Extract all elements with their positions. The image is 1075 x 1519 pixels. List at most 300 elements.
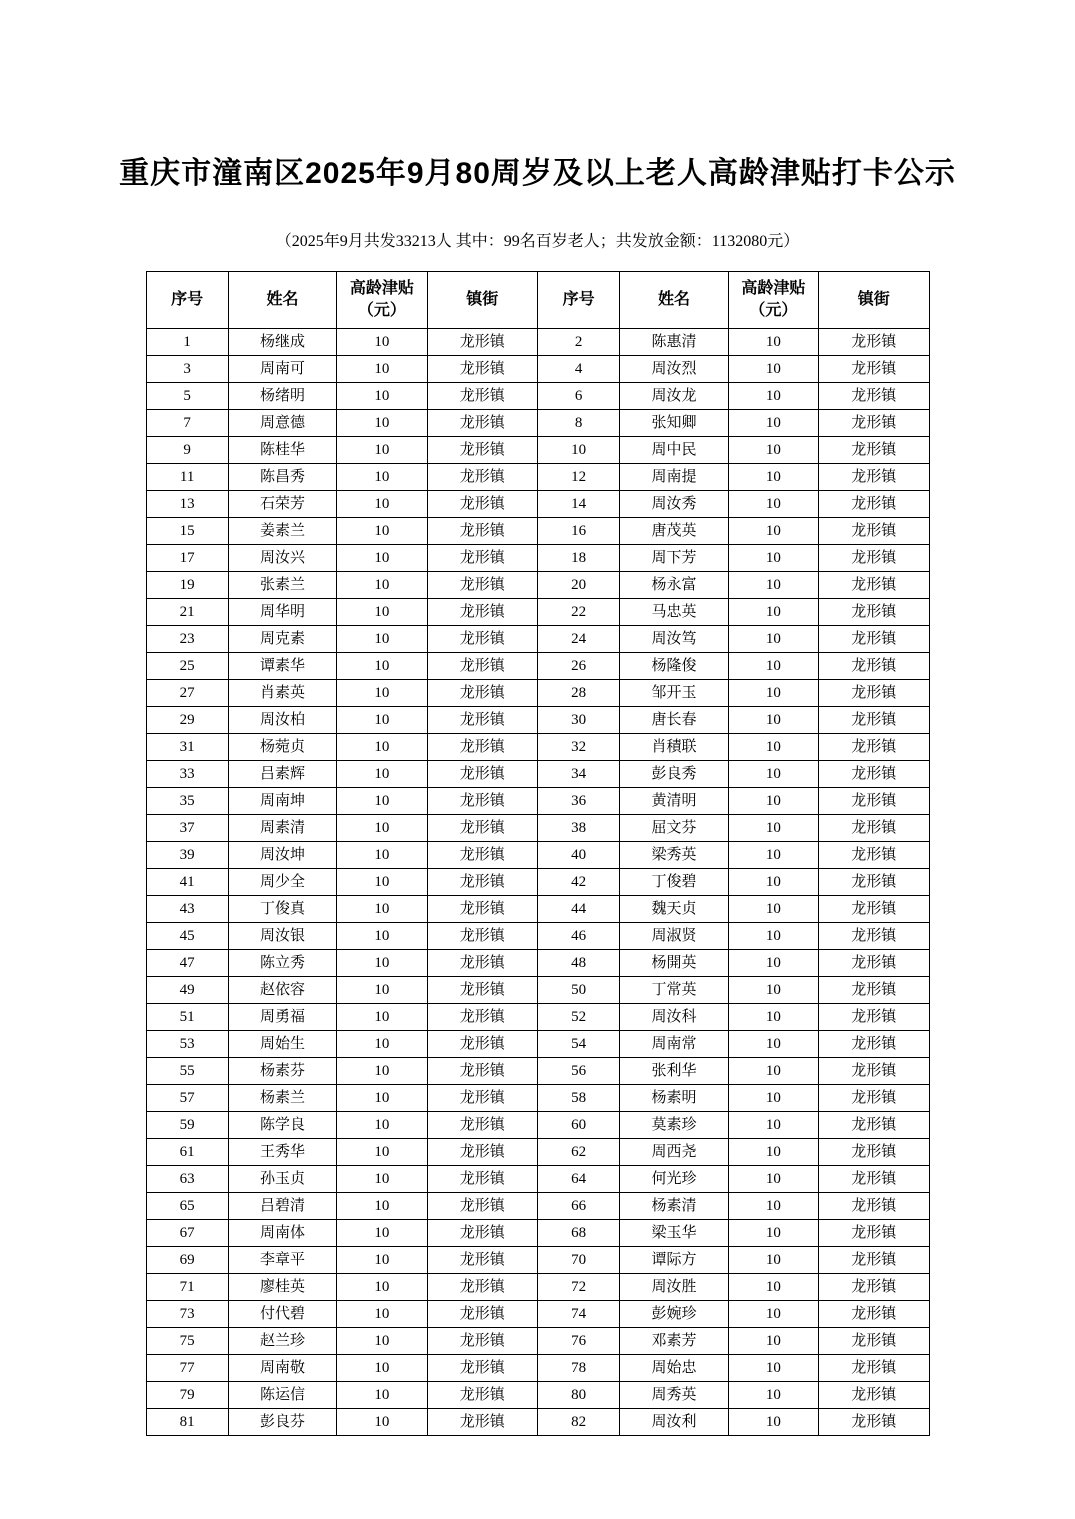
index-cell: 17 bbox=[146, 545, 228, 572]
page-title: 重庆市潼南区2025年9月80周岁及以上老人高龄津贴打卡公示 bbox=[119, 157, 956, 190]
amount-cell: 10 bbox=[337, 815, 427, 842]
town-cell: 龙形镇 bbox=[427, 761, 537, 788]
index-cell: 54 bbox=[537, 1031, 619, 1058]
amount-cell: 10 bbox=[728, 545, 818, 572]
amount-cell: 10 bbox=[728, 788, 818, 815]
amount-cell: 10 bbox=[337, 707, 427, 734]
town-cell: 龙形镇 bbox=[427, 1409, 537, 1436]
index-cell: 14 bbox=[537, 491, 619, 518]
name-cell: 周汝秀 bbox=[620, 491, 728, 518]
name-cell: 谭际方 bbox=[620, 1247, 728, 1274]
table-row bbox=[146, 977, 929, 1004]
town-cell: 龙形镇 bbox=[819, 572, 929, 599]
town-cell: 龙形镇 bbox=[819, 734, 929, 761]
index-cell: 63 bbox=[146, 1166, 228, 1193]
index-cell: 46 bbox=[537, 923, 619, 950]
name-cell: 周始忠 bbox=[620, 1355, 728, 1382]
town-cell: 龙形镇 bbox=[819, 788, 929, 815]
amount-cell: 10 bbox=[337, 545, 427, 572]
index-cell: 26 bbox=[537, 653, 619, 680]
table-row bbox=[146, 869, 929, 896]
town-cell: 龙形镇 bbox=[427, 383, 537, 410]
amount-cell: 10 bbox=[337, 1328, 427, 1355]
amount-cell: 10 bbox=[337, 977, 427, 1004]
index-cell: 49 bbox=[146, 977, 228, 1004]
name-cell: 周汝烈 bbox=[620, 356, 728, 383]
amount-cell: 10 bbox=[728, 410, 818, 437]
amount-cell: 10 bbox=[728, 1085, 818, 1112]
town-cell: 龙形镇 bbox=[819, 842, 929, 869]
amount-cell: 10 bbox=[337, 410, 427, 437]
amount-cell: 10 bbox=[728, 977, 818, 1004]
amount-cell: 10 bbox=[337, 680, 427, 707]
amount-cell: 10 bbox=[337, 1031, 427, 1058]
index-cell: 82 bbox=[537, 1409, 619, 1436]
town-cell: 龙形镇 bbox=[427, 1166, 537, 1193]
page-subtitle: （2025年9月共发33213人 其中：99名百岁老人；共发放金额：1132080元） bbox=[275, 233, 800, 250]
index-cell: 51 bbox=[146, 1004, 228, 1031]
amount-cell: 10 bbox=[728, 680, 818, 707]
table-row bbox=[146, 1004, 929, 1031]
name-cell: 周意德 bbox=[228, 410, 336, 437]
amount-cell: 10 bbox=[337, 923, 427, 950]
index-cell: 35 bbox=[146, 788, 228, 815]
index-cell: 10 bbox=[537, 437, 619, 464]
name-cell: 谭素华 bbox=[228, 653, 336, 680]
index-cell: 18 bbox=[537, 545, 619, 572]
amount-cell: 10 bbox=[728, 869, 818, 896]
name-cell: 姜素兰 bbox=[228, 518, 336, 545]
table-row bbox=[146, 707, 929, 734]
index-cell: 71 bbox=[146, 1274, 228, 1301]
index-cell: 77 bbox=[146, 1355, 228, 1382]
name-cell: 唐茂英 bbox=[620, 518, 728, 545]
town-cell: 龙形镇 bbox=[819, 1220, 929, 1247]
town-cell: 龙形镇 bbox=[427, 923, 537, 950]
index-cell: 81 bbox=[146, 1409, 228, 1436]
column-header-name-left: 姓名 bbox=[228, 272, 336, 329]
index-cell: 80 bbox=[537, 1382, 619, 1409]
table-row bbox=[146, 491, 929, 518]
index-cell: 76 bbox=[537, 1328, 619, 1355]
name-cell: 周南可 bbox=[228, 356, 336, 383]
index-cell: 7 bbox=[146, 410, 228, 437]
town-cell: 龙形镇 bbox=[819, 1031, 929, 1058]
amount-cell: 10 bbox=[337, 896, 427, 923]
table-row bbox=[146, 599, 929, 626]
name-cell: 陈桂华 bbox=[228, 437, 336, 464]
table-row bbox=[146, 518, 929, 545]
name-cell: 李章平 bbox=[228, 1247, 336, 1274]
amount-cell: 10 bbox=[337, 869, 427, 896]
town-cell: 龙形镇 bbox=[819, 1193, 929, 1220]
name-cell: 王秀华 bbox=[228, 1139, 336, 1166]
index-cell: 56 bbox=[537, 1058, 619, 1085]
index-cell: 20 bbox=[537, 572, 619, 599]
name-cell: 莫素珍 bbox=[620, 1112, 728, 1139]
table-row bbox=[146, 1031, 929, 1058]
amount-cell: 10 bbox=[728, 1112, 818, 1139]
town-cell: 龙形镇 bbox=[427, 329, 537, 356]
town-cell: 龙形镇 bbox=[427, 437, 537, 464]
town-cell: 龙形镇 bbox=[819, 1247, 929, 1274]
town-cell: 龙形镇 bbox=[427, 518, 537, 545]
table-row bbox=[146, 1193, 929, 1220]
amount-cell: 10 bbox=[728, 599, 818, 626]
index-cell: 27 bbox=[146, 680, 228, 707]
index-cell: 5 bbox=[146, 383, 228, 410]
town-cell: 龙形镇 bbox=[427, 1004, 537, 1031]
amount-cell: 10 bbox=[728, 464, 818, 491]
table-row bbox=[146, 1301, 929, 1328]
index-cell: 47 bbox=[146, 950, 228, 977]
town-cell: 龙形镇 bbox=[819, 1328, 929, 1355]
town-cell: 龙形镇 bbox=[819, 1274, 929, 1301]
table-row bbox=[146, 1058, 929, 1085]
name-cell: 陈昌秀 bbox=[228, 464, 336, 491]
town-cell: 龙形镇 bbox=[819, 545, 929, 572]
name-cell: 杨绪明 bbox=[228, 383, 336, 410]
table-row bbox=[146, 356, 929, 383]
column-header-index-right: 序号 bbox=[537, 272, 619, 329]
table-row bbox=[146, 761, 929, 788]
amount-cell: 10 bbox=[728, 491, 818, 518]
table-row bbox=[146, 1139, 929, 1166]
amount-cell: 10 bbox=[728, 923, 818, 950]
amount-cell: 10 bbox=[728, 626, 818, 653]
index-cell: 21 bbox=[146, 599, 228, 626]
amount-cell: 10 bbox=[337, 626, 427, 653]
name-cell: 梁玉华 bbox=[620, 1220, 728, 1247]
name-cell: 黄清明 bbox=[620, 788, 728, 815]
town-cell: 龙形镇 bbox=[427, 1382, 537, 1409]
index-cell: 6 bbox=[537, 383, 619, 410]
name-cell: 杨素明 bbox=[620, 1085, 728, 1112]
amount-cell: 10 bbox=[728, 1004, 818, 1031]
amount-cell: 10 bbox=[337, 1004, 427, 1031]
town-cell: 龙形镇 bbox=[427, 491, 537, 518]
amount-cell: 10 bbox=[337, 1139, 427, 1166]
index-cell: 30 bbox=[537, 707, 619, 734]
table-row bbox=[146, 1085, 929, 1112]
column-header-name-right: 姓名 bbox=[620, 272, 728, 329]
name-cell: 陈学良 bbox=[228, 1112, 336, 1139]
name-cell: 周南常 bbox=[620, 1031, 728, 1058]
name-cell: 吕碧清 bbox=[228, 1193, 336, 1220]
town-cell: 龙形镇 bbox=[819, 410, 929, 437]
amount-cell: 10 bbox=[728, 950, 818, 977]
amount-cell: 10 bbox=[728, 653, 818, 680]
amount-cell: 10 bbox=[337, 1112, 427, 1139]
town-cell: 龙形镇 bbox=[427, 977, 537, 1004]
table-row bbox=[146, 653, 929, 680]
name-cell: 周汝笃 bbox=[620, 626, 728, 653]
name-cell: 周中民 bbox=[620, 437, 728, 464]
name-cell: 周汝科 bbox=[620, 1004, 728, 1031]
name-cell: 邹开玉 bbox=[620, 680, 728, 707]
index-cell: 37 bbox=[146, 815, 228, 842]
name-cell: 丁常英 bbox=[620, 977, 728, 1004]
town-cell: 龙形镇 bbox=[427, 626, 537, 653]
name-cell: 陈立秀 bbox=[228, 950, 336, 977]
name-cell: 付代碧 bbox=[228, 1301, 336, 1328]
town-cell: 龙形镇 bbox=[819, 491, 929, 518]
town-cell: 龙形镇 bbox=[819, 626, 929, 653]
amount-cell: 10 bbox=[337, 437, 427, 464]
town-cell: 龙形镇 bbox=[427, 1328, 537, 1355]
town-cell: 龙形镇 bbox=[427, 572, 537, 599]
town-cell: 龙形镇 bbox=[427, 896, 537, 923]
name-cell: 陈惠清 bbox=[620, 329, 728, 356]
name-cell: 杨素清 bbox=[620, 1193, 728, 1220]
amount-cell: 10 bbox=[728, 896, 818, 923]
index-cell: 60 bbox=[537, 1112, 619, 1139]
table-row bbox=[146, 464, 929, 491]
table-row bbox=[146, 410, 929, 437]
index-cell: 69 bbox=[146, 1247, 228, 1274]
name-cell: 肖積联 bbox=[620, 734, 728, 761]
town-cell: 龙形镇 bbox=[819, 329, 929, 356]
name-cell: 何光珍 bbox=[620, 1166, 728, 1193]
amount-cell: 10 bbox=[728, 1058, 818, 1085]
amount-cell: 10 bbox=[337, 329, 427, 356]
amount-cell: 10 bbox=[337, 788, 427, 815]
name-cell: 魏天贞 bbox=[620, 896, 728, 923]
town-cell: 龙形镇 bbox=[819, 815, 929, 842]
amount-cell: 10 bbox=[728, 842, 818, 869]
amount-cell: 10 bbox=[337, 1058, 427, 1085]
amount-cell: 10 bbox=[337, 1382, 427, 1409]
amount-cell: 10 bbox=[728, 437, 818, 464]
name-cell: 赵依容 bbox=[228, 977, 336, 1004]
name-cell: 彭婉珍 bbox=[620, 1301, 728, 1328]
amount-cell: 10 bbox=[728, 1409, 818, 1436]
town-cell: 龙形镇 bbox=[819, 896, 929, 923]
name-cell: 周素清 bbox=[228, 815, 336, 842]
name-cell: 周勇福 bbox=[228, 1004, 336, 1031]
index-cell: 12 bbox=[537, 464, 619, 491]
index-cell: 65 bbox=[146, 1193, 228, 1220]
amount-cell: 10 bbox=[728, 572, 818, 599]
name-cell: 张利华 bbox=[620, 1058, 728, 1085]
name-cell: 吕素辉 bbox=[228, 761, 336, 788]
amount-cell: 10 bbox=[728, 815, 818, 842]
index-cell: 44 bbox=[537, 896, 619, 923]
name-cell: 周南提 bbox=[620, 464, 728, 491]
town-cell: 龙形镇 bbox=[819, 1355, 929, 1382]
name-cell: 张素兰 bbox=[228, 572, 336, 599]
name-cell: 邓素芳 bbox=[620, 1328, 728, 1355]
table-row bbox=[146, 734, 929, 761]
amount-cell: 10 bbox=[337, 599, 427, 626]
town-cell: 龙形镇 bbox=[427, 1193, 537, 1220]
index-cell: 32 bbox=[537, 734, 619, 761]
index-cell: 15 bbox=[146, 518, 228, 545]
name-cell: 周汝坤 bbox=[228, 842, 336, 869]
town-cell: 龙形镇 bbox=[819, 1301, 929, 1328]
index-cell: 74 bbox=[537, 1301, 619, 1328]
town-cell: 龙形镇 bbox=[427, 1247, 537, 1274]
town-cell: 龙形镇 bbox=[427, 1220, 537, 1247]
name-cell: 周南体 bbox=[228, 1220, 336, 1247]
index-cell: 50 bbox=[537, 977, 619, 1004]
name-cell: 杨隆俊 bbox=[620, 653, 728, 680]
town-cell: 龙形镇 bbox=[819, 707, 929, 734]
amount-cell: 10 bbox=[728, 707, 818, 734]
amount-cell: 10 bbox=[337, 356, 427, 383]
town-cell: 龙形镇 bbox=[427, 1031, 537, 1058]
table-row bbox=[146, 1409, 929, 1436]
table-row bbox=[146, 329, 929, 356]
town-cell: 龙形镇 bbox=[427, 653, 537, 680]
index-cell: 55 bbox=[146, 1058, 228, 1085]
name-cell: 杨继成 bbox=[228, 329, 336, 356]
index-cell: 2 bbox=[537, 329, 619, 356]
name-cell: 周汝兴 bbox=[228, 545, 336, 572]
index-cell: 24 bbox=[537, 626, 619, 653]
index-cell: 41 bbox=[146, 869, 228, 896]
name-cell: 杨素兰 bbox=[228, 1085, 336, 1112]
index-cell: 28 bbox=[537, 680, 619, 707]
name-cell: 周汝利 bbox=[620, 1409, 728, 1436]
town-cell: 龙形镇 bbox=[427, 707, 537, 734]
column-header-subsidy-left: 高龄津贴 （元） bbox=[337, 272, 427, 329]
table-header-row bbox=[146, 272, 929, 329]
index-cell: 43 bbox=[146, 896, 228, 923]
town-cell: 龙形镇 bbox=[427, 410, 537, 437]
name-cell: 周华明 bbox=[228, 599, 336, 626]
amount-cell: 10 bbox=[728, 1382, 818, 1409]
name-cell: 周南敬 bbox=[228, 1355, 336, 1382]
index-cell: 9 bbox=[146, 437, 228, 464]
town-cell: 龙形镇 bbox=[819, 1382, 929, 1409]
town-cell: 龙形镇 bbox=[819, 1139, 929, 1166]
amount-cell: 10 bbox=[337, 950, 427, 977]
town-cell: 龙形镇 bbox=[819, 356, 929, 383]
town-cell: 龙形镇 bbox=[819, 1166, 929, 1193]
subsidy-roster-table bbox=[146, 271, 930, 1436]
table-row bbox=[146, 572, 929, 599]
town-cell: 龙形镇 bbox=[427, 842, 537, 869]
table-row bbox=[146, 1355, 929, 1382]
amount-cell: 10 bbox=[337, 518, 427, 545]
index-cell: 78 bbox=[537, 1355, 619, 1382]
index-cell: 38 bbox=[537, 815, 619, 842]
index-cell: 16 bbox=[537, 518, 619, 545]
index-cell: 29 bbox=[146, 707, 228, 734]
name-cell: 周秀英 bbox=[620, 1382, 728, 1409]
index-cell: 73 bbox=[146, 1301, 228, 1328]
name-cell: 肖素英 bbox=[228, 680, 336, 707]
town-cell: 龙形镇 bbox=[427, 464, 537, 491]
town-cell: 龙形镇 bbox=[427, 545, 537, 572]
name-cell: 梁秀英 bbox=[620, 842, 728, 869]
name-cell: 孙玉贞 bbox=[228, 1166, 336, 1193]
index-cell: 31 bbox=[146, 734, 228, 761]
table-row bbox=[146, 1247, 929, 1274]
table-row bbox=[146, 815, 929, 842]
amount-cell: 10 bbox=[728, 1166, 818, 1193]
index-cell: 62 bbox=[537, 1139, 619, 1166]
amount-cell: 10 bbox=[337, 1220, 427, 1247]
index-cell: 36 bbox=[537, 788, 619, 815]
amount-cell: 10 bbox=[728, 1031, 818, 1058]
index-cell: 72 bbox=[537, 1274, 619, 1301]
index-cell: 11 bbox=[146, 464, 228, 491]
amount-cell: 10 bbox=[337, 572, 427, 599]
town-cell: 龙形镇 bbox=[819, 1112, 929, 1139]
table-row bbox=[146, 680, 929, 707]
town-cell: 龙形镇 bbox=[427, 1139, 537, 1166]
amount-cell: 10 bbox=[337, 1274, 427, 1301]
town-cell: 龙形镇 bbox=[819, 383, 929, 410]
column-header-town-left: 镇街 bbox=[427, 272, 537, 329]
town-cell: 龙形镇 bbox=[427, 1085, 537, 1112]
town-cell: 龙形镇 bbox=[819, 518, 929, 545]
column-header-index-left: 序号 bbox=[146, 272, 228, 329]
index-cell: 34 bbox=[537, 761, 619, 788]
town-cell: 龙形镇 bbox=[819, 923, 929, 950]
index-cell: 45 bbox=[146, 923, 228, 950]
town-cell: 龙形镇 bbox=[427, 815, 537, 842]
index-cell: 39 bbox=[146, 842, 228, 869]
index-cell: 23 bbox=[146, 626, 228, 653]
town-cell: 龙形镇 bbox=[819, 464, 929, 491]
name-cell: 周汝柏 bbox=[228, 707, 336, 734]
amount-cell: 10 bbox=[728, 383, 818, 410]
table-row bbox=[146, 1328, 929, 1355]
index-cell: 42 bbox=[537, 869, 619, 896]
table-row bbox=[146, 383, 929, 410]
town-cell: 龙形镇 bbox=[427, 1058, 537, 1085]
table-row bbox=[146, 896, 929, 923]
town-cell: 龙形镇 bbox=[819, 680, 929, 707]
name-cell: 杨永富 bbox=[620, 572, 728, 599]
name-cell: 周克素 bbox=[228, 626, 336, 653]
index-cell: 59 bbox=[146, 1112, 228, 1139]
table-row bbox=[146, 626, 929, 653]
name-cell: 张知卿 bbox=[620, 410, 728, 437]
name-cell: 杨菀贞 bbox=[228, 734, 336, 761]
amount-cell: 10 bbox=[337, 1301, 427, 1328]
amount-cell: 10 bbox=[337, 1355, 427, 1382]
town-cell: 龙形镇 bbox=[819, 437, 929, 464]
index-cell: 48 bbox=[537, 950, 619, 977]
town-cell: 龙形镇 bbox=[427, 356, 537, 383]
name-cell: 周西尧 bbox=[620, 1139, 728, 1166]
name-cell: 周汝龙 bbox=[620, 383, 728, 410]
town-cell: 龙形镇 bbox=[427, 734, 537, 761]
amount-cell: 10 bbox=[728, 761, 818, 788]
name-cell: 周汝胜 bbox=[620, 1274, 728, 1301]
name-cell: 陈运信 bbox=[228, 1382, 336, 1409]
index-cell: 66 bbox=[537, 1193, 619, 1220]
table-row bbox=[146, 437, 929, 464]
amount-cell: 10 bbox=[337, 761, 427, 788]
town-cell: 龙形镇 bbox=[427, 950, 537, 977]
town-cell: 龙形镇 bbox=[427, 788, 537, 815]
index-cell: 75 bbox=[146, 1328, 228, 1355]
amount-cell: 10 bbox=[728, 329, 818, 356]
index-cell: 40 bbox=[537, 842, 619, 869]
name-cell: 彭良芬 bbox=[228, 1409, 336, 1436]
town-cell: 龙形镇 bbox=[427, 1274, 537, 1301]
table-row bbox=[146, 1220, 929, 1247]
town-cell: 龙形镇 bbox=[427, 599, 537, 626]
index-cell: 52 bbox=[537, 1004, 619, 1031]
town-cell: 龙形镇 bbox=[427, 869, 537, 896]
name-cell: 周下芳 bbox=[620, 545, 728, 572]
